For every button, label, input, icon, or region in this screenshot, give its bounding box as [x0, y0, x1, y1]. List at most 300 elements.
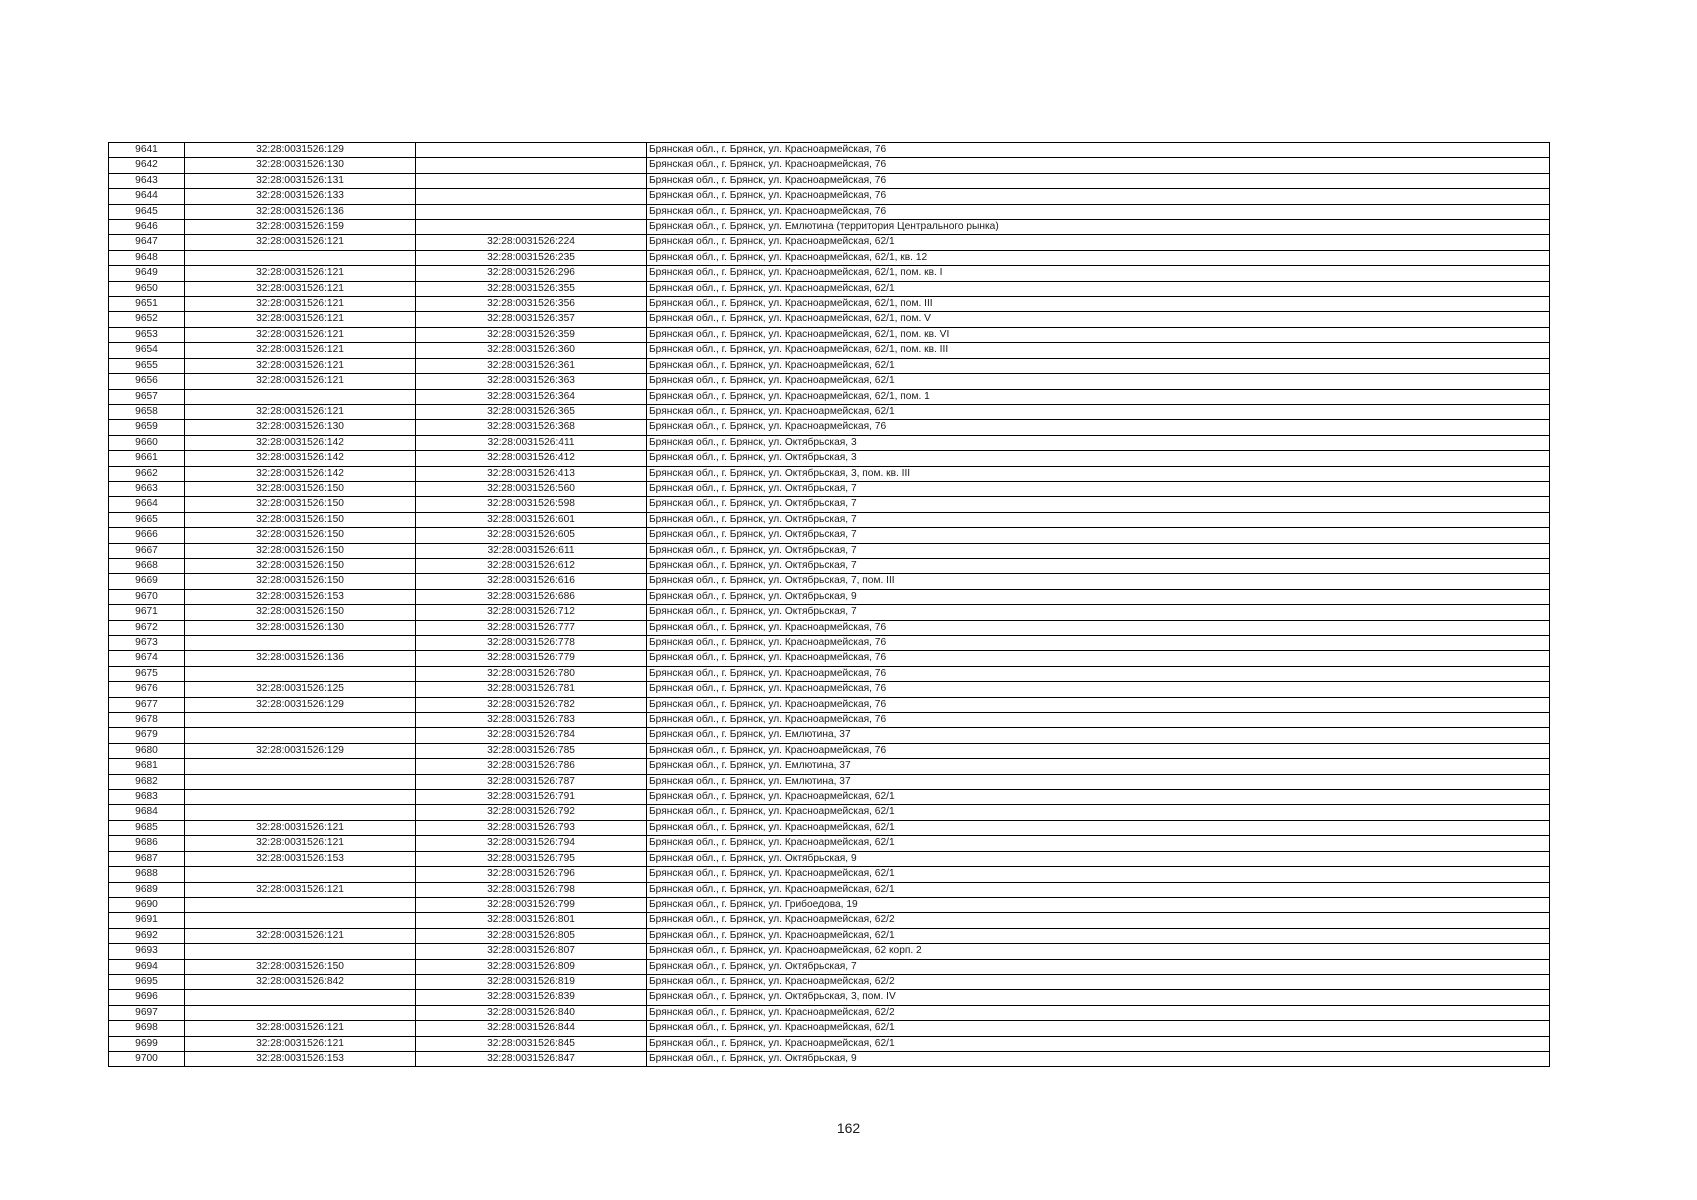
address-cell: Брянская обл., г. Брянск, ул. Октябрьская, 7: [647, 959, 1550, 974]
row-number-cell: 9693: [109, 944, 185, 959]
table-row: [109, 759, 1550, 774]
cadastral-number-cell: 32:28:0031526:612: [416, 558, 647, 573]
parent-cadastral-number-cell: 32:28:0031526:153: [185, 589, 416, 604]
table-row: [109, 636, 1550, 651]
row-number-cell: 9672: [109, 620, 185, 635]
row-number-cell: 9652: [109, 312, 185, 327]
row-number-cell: 9657: [109, 389, 185, 404]
row-number-cell: 9673: [109, 636, 185, 651]
parent-cadastral-number-cell: [185, 867, 416, 882]
address-cell: Брянская обл., г. Брянск, ул. Емлютина, 37: [647, 728, 1550, 743]
parent-cadastral-number-cell: [185, 389, 416, 404]
row-number-cell: 9663: [109, 481, 185, 496]
table-row: [109, 343, 1550, 358]
row-number-cell: 9661: [109, 451, 185, 466]
table-row: [109, 389, 1550, 404]
address-cell: Брянская обл., г. Брянск, ул. Октябрьская, 3: [647, 435, 1550, 450]
address-cell: Брянская обл., г. Брянск, ул. Красноармейская, 62/1: [647, 820, 1550, 835]
cadastral-number-cell: 32:28:0031526:794: [416, 836, 647, 851]
parent-cadastral-number-cell: 32:28:0031526:121: [185, 404, 416, 419]
address-cell: Брянская обл., г. Брянск, ул. Красноармейская, 76: [647, 158, 1550, 173]
row-number-cell: 9656: [109, 374, 185, 389]
cadastral-number-cell: 32:28:0031526:411: [416, 435, 647, 450]
parent-cadastral-number-cell: 32:28:0031526:121: [185, 928, 416, 943]
address-cell: Брянская обл., г. Брянск, ул. Красноармейская, 62 корп. 2: [647, 944, 1550, 959]
address-cell: Брянская обл., г. Брянск, ул. Октябрьская, 7: [647, 528, 1550, 543]
row-number-cell: 9698: [109, 1021, 185, 1036]
row-number-cell: 9691: [109, 913, 185, 928]
table-row: [109, 990, 1550, 1005]
address-cell: Брянская обл., г. Брянск, ул. Емлютина, 37: [647, 759, 1550, 774]
address-cell: Брянская обл., г. Брянск, ул. Октябрьская, 7: [647, 512, 1550, 527]
parent-cadastral-number-cell: 32:28:0031526:150: [185, 512, 416, 527]
parent-cadastral-number-cell: 32:28:0031526:136: [185, 651, 416, 666]
address-cell: Брянская обл., г. Брянск, ул. Октябрьская, 9: [647, 1051, 1550, 1066]
table-row: [109, 1051, 1550, 1066]
address-cell: Брянская обл., г. Брянск, ул. Красноармейская, 76: [647, 697, 1550, 712]
address-cell: Брянская обл., г. Брянск, ул. Емлютина (территория Центрального рынка): [647, 220, 1550, 235]
row-number-cell: 9683: [109, 790, 185, 805]
address-cell: Брянская обл., г. Брянск, ул. Октябрьская, 7: [647, 543, 1550, 558]
row-number-cell: 9677: [109, 697, 185, 712]
table-row: [109, 805, 1550, 820]
cadastral-number-cell: 32:28:0031526:560: [416, 481, 647, 496]
table-row: [109, 913, 1550, 928]
row-number-cell: 9694: [109, 959, 185, 974]
address-cell: Брянская обл., г. Брянск, ул. Красноармейская, 62/1: [647, 867, 1550, 882]
parent-cadastral-number-cell: 32:28:0031526:150: [185, 528, 416, 543]
cadastral-number-cell: 32:28:0031526:368: [416, 420, 647, 435]
parent-cadastral-number-cell: [185, 759, 416, 774]
parent-cadastral-number-cell: 32:28:0031526:129: [185, 743, 416, 758]
parent-cadastral-number-cell: 32:28:0031526:150: [185, 497, 416, 512]
table-row: [109, 420, 1550, 435]
cadastral-number-cell: 32:28:0031526:792: [416, 805, 647, 820]
row-number-cell: 9699: [109, 1036, 185, 1051]
parent-cadastral-number-cell: 32:28:0031526:130: [185, 158, 416, 173]
parent-cadastral-number-cell: 32:28:0031526:150: [185, 959, 416, 974]
table-row: [109, 297, 1550, 312]
address-cell: Брянская обл., г. Брянск, ул. Красноармейская, 62/1: [647, 790, 1550, 805]
cadastral-number-cell: 32:28:0031526:809: [416, 959, 647, 974]
parent-cadastral-number-cell: 32:28:0031526:133: [185, 189, 416, 204]
cadastral-number-cell: 32:28:0031526:783: [416, 713, 647, 728]
row-number-cell: 9662: [109, 466, 185, 481]
address-cell: Брянская обл., г. Брянск, ул. Октябрьская, 7: [647, 558, 1550, 573]
table-row: [109, 589, 1550, 604]
parent-cadastral-number-cell: 32:28:0031526:121: [185, 882, 416, 897]
cadastral-number-cell: [416, 220, 647, 235]
address-cell: Брянская обл., г. Брянск, ул. Красноармейская, 76: [647, 636, 1550, 651]
address-cell: Брянская обл., г. Брянск, ул. Красноармейская, 62/1: [647, 358, 1550, 373]
parent-cadastral-number-cell: [185, 666, 416, 681]
table-row: [109, 158, 1550, 173]
address-cell: Брянская обл., г. Брянск, ул. Красноармейская, 76: [647, 420, 1550, 435]
parent-cadastral-number-cell: [185, 990, 416, 1005]
table-row: [109, 528, 1550, 543]
row-number-cell: 9653: [109, 327, 185, 342]
cadastral-number-cell: [416, 173, 647, 188]
parent-cadastral-number-cell: 32:28:0031526:130: [185, 420, 416, 435]
cadastral-number-cell: 32:28:0031526:363: [416, 374, 647, 389]
table-row: [109, 743, 1550, 758]
row-number-cell: 9665: [109, 512, 185, 527]
registry-table: [108, 142, 1550, 1067]
parent-cadastral-number-cell: 32:28:0031526:129: [185, 143, 416, 158]
cadastral-number-cell: 32:28:0031526:844: [416, 1021, 647, 1036]
address-cell: Брянская обл., г. Брянск, ул. Красноармейская, 62/1: [647, 836, 1550, 851]
address-cell: Брянская обл., г. Брянск, ул. Октябрьская, 7: [647, 481, 1550, 496]
row-number-cell: 9667: [109, 543, 185, 558]
cadastral-number-cell: [416, 189, 647, 204]
parent-cadastral-number-cell: 32:28:0031526:150: [185, 543, 416, 558]
table-row: [109, 605, 1550, 620]
table-row: [109, 1021, 1550, 1036]
parent-cadastral-number-cell: [185, 805, 416, 820]
parent-cadastral-number-cell: [185, 944, 416, 959]
parent-cadastral-number-cell: 32:28:0031526:129: [185, 697, 416, 712]
row-number-cell: 9684: [109, 805, 185, 820]
row-number-cell: 9646: [109, 220, 185, 235]
address-cell: Брянская обл., г. Брянск, ул. Красноармейская, 62/1: [647, 374, 1550, 389]
table-row: [109, 651, 1550, 666]
parent-cadastral-number-cell: 32:28:0031526:142: [185, 451, 416, 466]
row-number-cell: 9681: [109, 759, 185, 774]
parent-cadastral-number-cell: 32:28:0031526:121: [185, 1036, 416, 1051]
cadastral-number-cell: 32:28:0031526:778: [416, 636, 647, 651]
cadastral-number-cell: 32:28:0031526:359: [416, 327, 647, 342]
row-number-cell: 9655: [109, 358, 185, 373]
address-cell: Брянская обл., г. Брянск, ул. Красноармейская, 62/1: [647, 404, 1550, 419]
parent-cadastral-number-cell: 32:28:0031526:121: [185, 312, 416, 327]
cadastral-number-cell: 32:28:0031526:796: [416, 867, 647, 882]
cadastral-number-cell: 32:28:0031526:782: [416, 697, 647, 712]
registry-table-body: [109, 143, 1550, 1067]
address-cell: Брянская обл., г. Брянск, ул. Красноармейская, 76: [647, 143, 1550, 158]
parent-cadastral-number-cell: 32:28:0031526:159: [185, 220, 416, 235]
cadastral-number-cell: 32:28:0031526:364: [416, 389, 647, 404]
table-row: [109, 713, 1550, 728]
row-number-cell: 9668: [109, 558, 185, 573]
address-cell: Брянская обл., г. Брянск, ул. Красноармейская, 62/1: [647, 235, 1550, 250]
table-row: [109, 466, 1550, 481]
row-number-cell: 9664: [109, 497, 185, 512]
parent-cadastral-number-cell: 32:28:0031526:130: [185, 620, 416, 635]
row-number-cell: 9670: [109, 589, 185, 604]
table-row: [109, 281, 1550, 296]
table-row: [109, 728, 1550, 743]
table-row: [109, 867, 1550, 882]
parent-cadastral-number-cell: 32:28:0031526:150: [185, 558, 416, 573]
cadastral-number-cell: 32:28:0031526:605: [416, 528, 647, 543]
table-row: [109, 358, 1550, 373]
cadastral-number-cell: 32:28:0031526:686: [416, 589, 647, 604]
row-number-cell: 9679: [109, 728, 185, 743]
cadastral-number-cell: 32:28:0031526:781: [416, 682, 647, 697]
table-row: [109, 374, 1550, 389]
address-cell: Брянская обл., г. Брянск, ул. Красноармейская, 76: [647, 620, 1550, 635]
cadastral-number-cell: 32:28:0031526:224: [416, 235, 647, 250]
address-cell: Брянская обл., г. Брянск, ул. Красноармейская, 76: [647, 713, 1550, 728]
address-cell: Брянская обл., г. Брянск, ул. Красноармейская, 62/1: [647, 1021, 1550, 1036]
address-cell: Брянская обл., г. Брянск, ул. Красноармейская, 62/1: [647, 805, 1550, 820]
address-cell: Брянская обл., г. Брянск, ул. Красноармейская, 62/1, пом. III: [647, 297, 1550, 312]
parent-cadastral-number-cell: 32:28:0031526:121: [185, 343, 416, 358]
table-row: [109, 974, 1550, 989]
cadastral-number-cell: 32:28:0031526:365: [416, 404, 647, 419]
address-cell: Брянская обл., г. Брянск, ул. Красноармейская, 76: [647, 666, 1550, 681]
parent-cadastral-number-cell: [185, 1005, 416, 1020]
table-row: [109, 235, 1550, 250]
table-row: [109, 189, 1550, 204]
table-row: [109, 404, 1550, 419]
cadastral-number-cell: [416, 158, 647, 173]
cadastral-number-cell: 32:28:0031526:779: [416, 651, 647, 666]
row-number-cell: 9689: [109, 882, 185, 897]
address-cell: Брянская обл., г. Брянск, ул. Красноармейская, 62/2: [647, 913, 1550, 928]
table-row: [109, 220, 1550, 235]
cadastral-number-cell: 32:28:0031526:412: [416, 451, 647, 466]
address-cell: Брянская обл., г. Брянск, ул. Емлютина, 37: [647, 774, 1550, 789]
table-row: [109, 481, 1550, 496]
table-row: [109, 790, 1550, 805]
row-number-cell: 9697: [109, 1005, 185, 1020]
cadastral-number-cell: 32:28:0031526:712: [416, 605, 647, 620]
address-cell: Брянская обл., г. Брянск, ул. Октябрьская, 3: [647, 451, 1550, 466]
cadastral-number-cell: 32:28:0031526:847: [416, 1051, 647, 1066]
cadastral-number-cell: 32:28:0031526:616: [416, 574, 647, 589]
address-cell: Брянская обл., г. Брянск, ул. Красноармейская, 62/2: [647, 1005, 1550, 1020]
parent-cadastral-number-cell: 32:28:0031526:142: [185, 466, 416, 481]
parent-cadastral-number-cell: 32:28:0031526:121: [185, 297, 416, 312]
row-number-cell: 9686: [109, 836, 185, 851]
row-number-cell: 9642: [109, 158, 185, 173]
row-number-cell: 9690: [109, 897, 185, 912]
row-number-cell: 9658: [109, 404, 185, 419]
address-cell: Брянская обл., г. Брянск, ул. Красноармейская, 62/1: [647, 928, 1550, 943]
row-number-cell: 9687: [109, 851, 185, 866]
address-cell: Брянская обл., г. Брянск, ул. Октябрьская, 3, пом. кв. III: [647, 466, 1550, 481]
parent-cadastral-number-cell: 32:28:0031526:121: [185, 374, 416, 389]
row-number-cell: 9695: [109, 974, 185, 989]
cadastral-number-cell: 32:28:0031526:598: [416, 497, 647, 512]
parent-cadastral-number-cell: 32:28:0031526:131: [185, 173, 416, 188]
row-number-cell: 9671: [109, 605, 185, 620]
cadastral-number-cell: 32:28:0031526:807: [416, 944, 647, 959]
page-number: 162: [836, 1120, 861, 1136]
row-number-cell: 9680: [109, 743, 185, 758]
parent-cadastral-number-cell: [185, 790, 416, 805]
cadastral-number-cell: 32:28:0031526:839: [416, 990, 647, 1005]
row-number-cell: 9692: [109, 928, 185, 943]
table-row: [109, 173, 1550, 188]
cadastral-number-cell: [416, 204, 647, 219]
row-number-cell: 9676: [109, 682, 185, 697]
parent-cadastral-number-cell: 32:28:0031526:121: [185, 358, 416, 373]
parent-cadastral-number-cell: [185, 774, 416, 789]
row-number-cell: 9669: [109, 574, 185, 589]
table-row: [109, 774, 1550, 789]
parent-cadastral-number-cell: 32:28:0031526:121: [185, 1021, 416, 1036]
row-number-cell: 9675: [109, 666, 185, 681]
parent-cadastral-number-cell: 32:28:0031526:142: [185, 435, 416, 450]
table-row: [109, 851, 1550, 866]
parent-cadastral-number-cell: 32:28:0031526:150: [185, 574, 416, 589]
address-cell: Брянская обл., г. Брянск, ул. Красноармейская, 62/1, пом. кв. I: [647, 266, 1550, 281]
address-cell: Брянская обл., г. Брянск, ул. Октябрьская, 9: [647, 589, 1550, 604]
cadastral-number-cell: 32:28:0031526:413: [416, 466, 647, 481]
cadastral-number-cell: 32:28:0031526:296: [416, 266, 647, 281]
table-row: [109, 327, 1550, 342]
cadastral-number-cell: 32:28:0031526:791: [416, 790, 647, 805]
row-number-cell: 9651: [109, 297, 185, 312]
cadastral-number-cell: [416, 143, 647, 158]
table-row: [109, 959, 1550, 974]
table-row: [109, 558, 1550, 573]
address-cell: Брянская обл., г. Брянск, ул. Красноармейская, 62/1, пом. V: [647, 312, 1550, 327]
address-cell: Брянская обл., г. Брянск, ул. Октябрьская, 7: [647, 497, 1550, 512]
table-row: [109, 836, 1550, 851]
cadastral-number-cell: 32:28:0031526:786: [416, 759, 647, 774]
cadastral-number-cell: 32:28:0031526:840: [416, 1005, 647, 1020]
cadastral-number-cell: 32:28:0031526:805: [416, 928, 647, 943]
cadastral-number-cell: 32:28:0031526:798: [416, 882, 647, 897]
row-number-cell: 9666: [109, 528, 185, 543]
table-row: [109, 250, 1550, 265]
cadastral-number-cell: 32:28:0031526:787: [416, 774, 647, 789]
row-number-cell: 9643: [109, 173, 185, 188]
table-row: [109, 897, 1550, 912]
parent-cadastral-number-cell: 32:28:0031526:136: [185, 204, 416, 219]
parent-cadastral-number-cell: 32:28:0031526:121: [185, 266, 416, 281]
parent-cadastral-number-cell: [185, 636, 416, 651]
address-cell: Брянская обл., г. Брянск, ул. Красноармейская, 76: [647, 651, 1550, 666]
address-cell: Брянская обл., г. Брянск, ул. Красноармейская, 62/1: [647, 281, 1550, 296]
cadastral-number-cell: 32:28:0031526:777: [416, 620, 647, 635]
table-row: [109, 697, 1550, 712]
row-number-cell: 9645: [109, 204, 185, 219]
table-row: [109, 574, 1550, 589]
cadastral-number-cell: 32:28:0031526:845: [416, 1036, 647, 1051]
parent-cadastral-number-cell: [185, 250, 416, 265]
address-cell: Брянская обл., г. Брянск, ул. Красноармейская, 62/1, пом. 1: [647, 389, 1550, 404]
row-number-cell: 9660: [109, 435, 185, 450]
cadastral-number-cell: 32:28:0031526:793: [416, 820, 647, 835]
address-cell: Брянская обл., г. Брянск, ул. Октябрьская, 7: [647, 605, 1550, 620]
parent-cadastral-number-cell: 32:28:0031526:153: [185, 1051, 416, 1066]
parent-cadastral-number-cell: 32:28:0031526:125: [185, 682, 416, 697]
row-number-cell: 9649: [109, 266, 185, 281]
row-number-cell: 9696: [109, 990, 185, 1005]
row-number-cell: 9688: [109, 867, 185, 882]
table-row: [109, 1036, 1550, 1051]
parent-cadastral-number-cell: [185, 713, 416, 728]
cadastral-number-cell: 32:28:0031526:795: [416, 851, 647, 866]
cadastral-number-cell: 32:28:0031526:785: [416, 743, 647, 758]
cadastral-number-cell: 32:28:0031526:356: [416, 297, 647, 312]
cadastral-number-cell: 32:28:0031526:355: [416, 281, 647, 296]
address-cell: Брянская обл., г. Брянск, ул. Октябрьская, 3, пом. IV: [647, 990, 1550, 1005]
cadastral-number-cell: 32:28:0031526:357: [416, 312, 647, 327]
parent-cadastral-number-cell: 32:28:0031526:121: [185, 281, 416, 296]
table-row: [109, 204, 1550, 219]
table-row: [109, 312, 1550, 327]
parent-cadastral-number-cell: 32:28:0031526:121: [185, 235, 416, 250]
parent-cadastral-number-cell: 32:28:0031526:150: [185, 605, 416, 620]
table-row: [109, 882, 1550, 897]
address-cell: Брянская обл., г. Брянск, ул. Красноармейская, 76: [647, 204, 1550, 219]
table-row: [109, 820, 1550, 835]
cadastral-number-cell: 32:28:0031526:601: [416, 512, 647, 527]
address-cell: Брянская обл., г. Брянск, ул. Октябрьская, 9: [647, 851, 1550, 866]
cadastral-number-cell: 32:28:0031526:360: [416, 343, 647, 358]
row-number-cell: 9682: [109, 774, 185, 789]
cadastral-number-cell: 32:28:0031526:819: [416, 974, 647, 989]
address-cell: Брянская обл., г. Брянск, ул. Красноармейская, 76: [647, 682, 1550, 697]
parent-cadastral-number-cell: [185, 897, 416, 912]
row-number-cell: 9647: [109, 235, 185, 250]
address-cell: Брянская обл., г. Брянск, ул. Красноармейская, 62/2: [647, 974, 1550, 989]
table-row: [109, 682, 1550, 697]
cadastral-number-cell: 32:28:0031526:780: [416, 666, 647, 681]
table-row: [109, 543, 1550, 558]
address-cell: Брянская обл., г. Брянск, ул. Грибоедова, 19: [647, 897, 1550, 912]
row-number-cell: 9644: [109, 189, 185, 204]
parent-cadastral-number-cell: [185, 913, 416, 928]
cadastral-number-cell: 32:28:0031526:611: [416, 543, 647, 558]
table-row: [109, 451, 1550, 466]
cadastral-number-cell: 32:28:0031526:799: [416, 897, 647, 912]
parent-cadastral-number-cell: 32:28:0031526:121: [185, 836, 416, 851]
address-cell: Брянская обл., г. Брянск, ул. Красноармейская, 62/1: [647, 1036, 1550, 1051]
cadastral-number-cell: 32:28:0031526:801: [416, 913, 647, 928]
table-row: [109, 944, 1550, 959]
parent-cadastral-number-cell: 32:28:0031526:842: [185, 974, 416, 989]
address-cell: Брянская обл., г. Брянск, ул. Красноармейская, 62/1, кв. 12: [647, 250, 1550, 265]
address-cell: Брянская обл., г. Брянск, ул. Красноармейская, 76: [647, 173, 1550, 188]
row-number-cell: 9648: [109, 250, 185, 265]
row-number-cell: 9674: [109, 651, 185, 666]
cadastral-number-cell: 32:28:0031526:235: [416, 250, 647, 265]
address-cell: Брянская обл., г. Брянск, ул. Красноармейская, 62/1: [647, 882, 1550, 897]
address-cell: Брянская обл., г. Брянск, ул. Красноармейская, 76: [647, 189, 1550, 204]
parent-cadastral-number-cell: 32:28:0031526:153: [185, 851, 416, 866]
row-number-cell: 9654: [109, 343, 185, 358]
row-number-cell: 9685: [109, 820, 185, 835]
parent-cadastral-number-cell: 32:28:0031526:121: [185, 327, 416, 342]
table-row: [109, 928, 1550, 943]
row-number-cell: 9641: [109, 143, 185, 158]
table-row: [109, 620, 1550, 635]
parent-cadastral-number-cell: 32:28:0031526:121: [185, 820, 416, 835]
row-number-cell: 9678: [109, 713, 185, 728]
table-row: [109, 266, 1550, 281]
row-number-cell: 9659: [109, 420, 185, 435]
table-row: [109, 143, 1550, 158]
address-cell: Брянская обл., г. Брянск, ул. Красноармейская, 76: [647, 743, 1550, 758]
address-cell: Брянская обл., г. Брянск, ул. Красноармейская, 62/1, пом. кв. VI: [647, 327, 1550, 342]
table-row: [109, 435, 1550, 450]
address-cell: Брянская обл., г. Брянск, ул. Октябрьская, 7, пом. III: [647, 574, 1550, 589]
row-number-cell: 9650: [109, 281, 185, 296]
table-row: [109, 497, 1550, 512]
cadastral-number-cell: 32:28:0031526:361: [416, 358, 647, 373]
address-cell: Брянская обл., г. Брянск, ул. Красноармейская, 62/1, пом. кв. III: [647, 343, 1550, 358]
table-row: [109, 1005, 1550, 1020]
table-row: [109, 666, 1550, 681]
parent-cadastral-number-cell: 32:28:0031526:150: [185, 481, 416, 496]
cadastral-number-cell: 32:28:0031526:784: [416, 728, 647, 743]
